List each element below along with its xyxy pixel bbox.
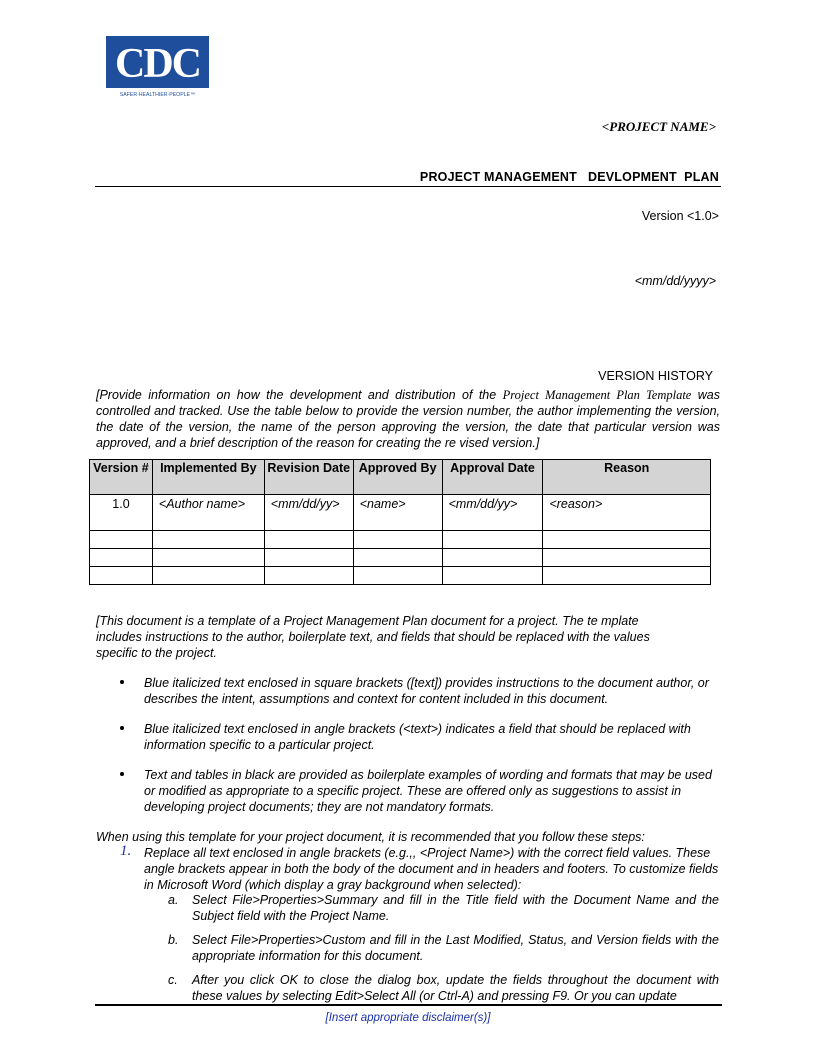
substep-letter: c.: [168, 973, 178, 987]
steps-intro: When using this template for your project document, it is recommended that you follow these steps:: [96, 830, 645, 844]
bullet-text: Text and tables in black are provided as boilerplate examples of wording and formats that may be used or modified as appropriate to a specific project. These are offered only as suggestions to assist in developing project documents; they are not mandatory formats.: [144, 768, 712, 814]
bullet-text: Blue italicized text enclosed in angle brackets (<text>) indicates a field that should be replaced with information specific to a particular project.: [144, 722, 691, 752]
table-cell: 1.0: [90, 495, 153, 531]
table-cell: [543, 549, 711, 567]
substep-text: After you click OK to close the dialog box, update the fields throughout the document with these values by selecting Edit>Select All (or Ctrl-A) and pressing F9. Or you can update: [192, 973, 719, 1003]
table-row: [90, 549, 711, 567]
table-cell: [543, 567, 711, 585]
substep-letter: b.: [168, 933, 179, 947]
bullet-text: Blue italicized text enclosed in square brackets ([text]) provides instructions to the document author, or describes the intent, assumptions and context for content included in this document.: [144, 676, 709, 706]
table-cell: [353, 567, 442, 585]
column-header: Reason: [543, 460, 711, 495]
template-name: Project Management Plan Template: [502, 388, 692, 402]
cdc-logo: [106, 36, 209, 98]
table-cell: [442, 549, 543, 567]
table-cell: <mm/dd/yy>: [264, 495, 353, 531]
column-header: Approval Date: [442, 460, 543, 495]
table-row: [90, 495, 711, 531]
table-cell: [264, 531, 353, 549]
table-cell: <mm/dd/yy>: [442, 495, 543, 531]
svg-text:SAFER·HEALTHIER·PEOPLE™: SAFER·HEALTHIER·PEOPLE™: [119, 92, 196, 98]
column-header: Approved By: [353, 460, 442, 495]
table-cell: [543, 531, 711, 549]
substep-text: Select File>Properties>Summary and fill in the Title field with the Document Name and the Subject field with the Project Name.: [192, 893, 719, 923]
table-cell: <reason>: [543, 495, 711, 531]
column-header: Version #: [90, 460, 153, 495]
table-cell: [90, 531, 153, 549]
table-cell: [152, 531, 264, 549]
table-cell: <Author name>: [152, 495, 264, 531]
footer-divider: [95, 1004, 722, 1006]
svg-text:CDC: CDC: [115, 41, 200, 87]
table-cell: [264, 549, 353, 567]
table-cell: [442, 567, 543, 585]
table-cell: [353, 549, 442, 567]
step-text: Replace all text enclosed in angle brackets (e.g.,, <Project Name>) with the correct field values. These angle brackets appear in both the body of the document and in headers and footers. To customize fields in Microsoft Word (which display a gray background when selected):: [144, 846, 719, 892]
title-divider: [95, 186, 721, 187]
version-label: Version <1.0>: [641, 209, 719, 223]
footer-disclaimer: [Insert appropriate disclaimer(s)]: [325, 1012, 491, 1024]
step-number: 1.: [120, 843, 132, 859]
version-history-table: [89, 459, 711, 585]
table-cell: [152, 549, 264, 567]
bullet-icon: [120, 726, 124, 730]
table-cell: [90, 549, 153, 567]
column-header: Revision Date: [264, 460, 353, 495]
table-cell: [442, 531, 543, 549]
table-cell: [353, 531, 442, 549]
table-row: [90, 567, 711, 585]
version-history-instructions: [Provide information on how the development and distribution of the Project Management Plan Template was controlled and tracked. Use the table below to provide the version number, the author implementing the version, the date of the version, the name of the person approving the version, the date that particular version was approved, and a brief description of the reason for creating the re vised version.]: [96, 388, 720, 450]
substep-letter: a.: [168, 893, 179, 907]
column-header: Implemented By: [152, 460, 264, 495]
table-row: [90, 531, 711, 549]
project-name: <PROJECT NAME>: [601, 119, 716, 134]
bullet-icon: [120, 772, 124, 776]
template-intro: [This document is a template of a Project Management Plan document for a project. The te mplate includes instructions to the author, boilerplate text, and fields that should be replaced with the values specific to the project.: [96, 614, 650, 660]
table-header-row: [90, 460, 711, 495]
substep-text: Select File>Properties>Custom and fill in the Last Modified, Status, and Version fields with the appropriate information for this document.: [192, 933, 719, 963]
version-history-heading: VERSION HISTORY: [598, 369, 713, 383]
document-title: PROJECT MANAGEMENT DEVLOPMENT PLAN: [419, 170, 719, 184]
table-cell: <name>: [353, 495, 442, 531]
table-cell: [152, 567, 264, 585]
bullet-icon: [120, 680, 124, 684]
table-cell: [90, 567, 153, 585]
table-cell: [264, 567, 353, 585]
document-date: <mm/dd/yyyy>: [634, 274, 716, 288]
